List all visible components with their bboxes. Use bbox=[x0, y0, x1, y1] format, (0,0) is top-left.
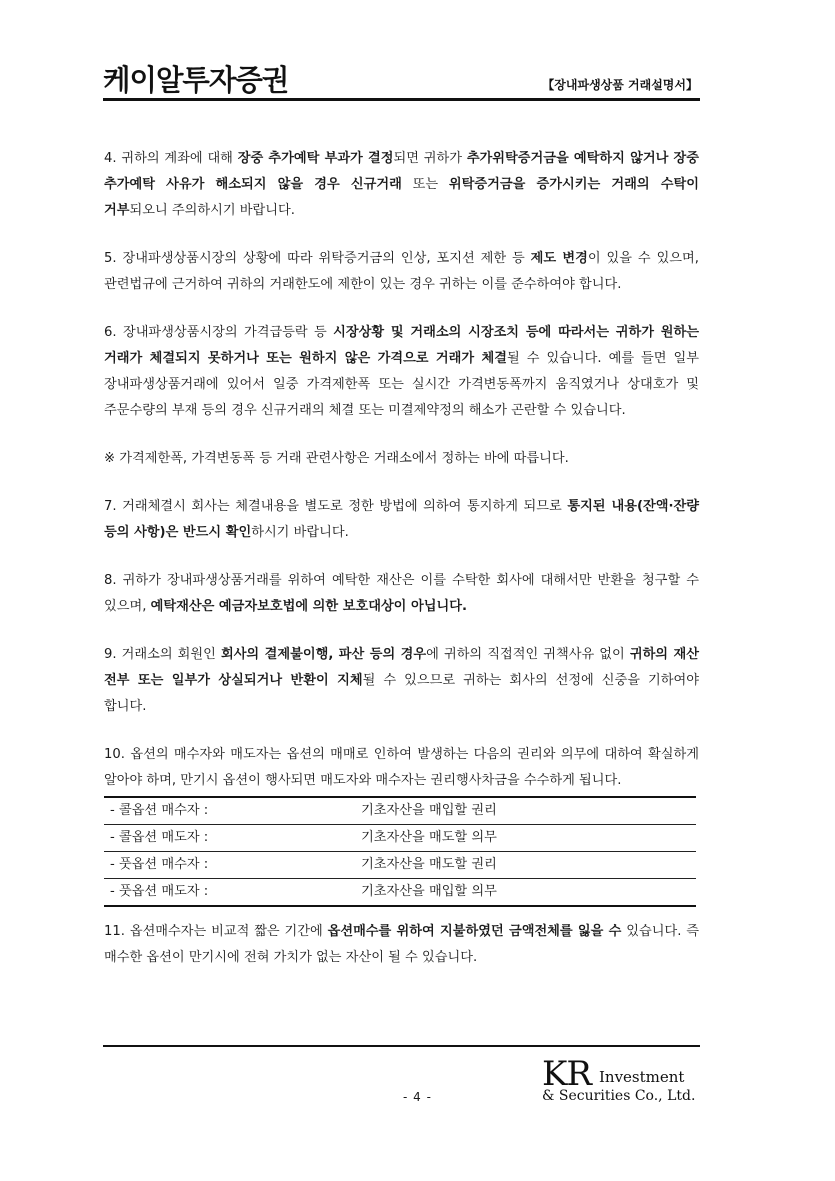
option-right: 기초자산을 매입할 권리 bbox=[361, 797, 696, 825]
table-row bbox=[104, 879, 696, 907]
option-party: - 콜옵션 매수자 : bbox=[104, 797, 361, 825]
option-right: 기초자산을 매입할 의무 bbox=[361, 879, 696, 907]
option-rights-table bbox=[104, 796, 696, 907]
emphasis-text: 시장상황 및 거래소의 시장조치 등에 따라서는 귀하가 원하는 거래가 체결되지 못하거나 또는 원하지 않은 가격으로 거래가 체결 bbox=[104, 325, 699, 366]
emphasis-text: 제도 변경 bbox=[530, 251, 588, 266]
body-text: 에 귀하의 직접적인 귀책사유 없이 bbox=[426, 647, 630, 662]
emphasis-text: 귀하의 재산 전부 또는 일부가 상실되거나 반환이 지체 bbox=[104, 647, 699, 688]
emphasis-text: 장중 추가예탁 부과가 결정 bbox=[237, 151, 394, 166]
logo-kr: KR bbox=[542, 1054, 591, 1094]
body-text: ※ 가격제한폭, 가격변동폭 등 거래 관련사항은 거래소에서 정하는 바에 따릅니다. bbox=[104, 451, 569, 466]
body-text: 7. 거래체결시 회사는 체결내용을 별도로 정한 방법에 의하여 통지하게 되므로 bbox=[104, 499, 568, 514]
paragraph-note bbox=[104, 446, 699, 472]
body-text: 4. 귀하의 계좌에 대해 bbox=[104, 151, 238, 166]
table-row bbox=[104, 797, 696, 825]
body-text: 8. 귀하가 장내파생상품거래를 위하여 예탁한 재산은 이를 수탁한 회사에 대해서만 반환을 청구할 수 있으며, bbox=[104, 573, 699, 614]
paragraph-4 bbox=[104, 146, 699, 224]
paragraph-10 bbox=[104, 742, 699, 794]
option-right: 기초자산을 매도할 의무 bbox=[361, 825, 696, 852]
option-party: - 풋옵션 매도자 : bbox=[104, 879, 361, 907]
paragraph-7 bbox=[104, 494, 699, 546]
body-text: 9. 거래소의 회원인 bbox=[104, 647, 221, 662]
company-brand: 케이알투자증권 bbox=[103, 63, 289, 97]
emphasis-text: 위탁증거금을 증가시키는 거래의 수탁이 거부 bbox=[104, 177, 699, 218]
logo-investment: Investment bbox=[599, 1068, 685, 1086]
body-text: 6. 장내파생상품시장의 가격급등락 등 bbox=[104, 325, 334, 340]
kr-securities-logo bbox=[540, 1054, 698, 1110]
emphasis-text: 예탁재산은 예금자보호법에 의한 보호대상이 아닙니다. bbox=[150, 599, 467, 614]
body-text: 될 수 있으므로 귀하는 회사의 선정에 신중을 기하여야 합니다. bbox=[104, 673, 699, 714]
paragraph-6 bbox=[104, 320, 699, 424]
option-party: - 콜옵션 매도자 : bbox=[104, 825, 361, 852]
body-text: 이 있을 수 있으며, 관련법규에 근거하여 귀하의 거래한도에 제한이 있는 경우 귀하는 이를 준수하여야 합니다. bbox=[104, 251, 699, 292]
body-text: 있습니다. 즉 매수한 옵션이 만기시에 전혀 가치가 없는 자산이 될 수 있습니다. bbox=[104, 924, 699, 965]
emphasis-text: 추가위탁증거금을 예탁하지 않거나 장중 추가예탁 사유가 해소되지 않을 경우 신규거래 bbox=[104, 151, 699, 192]
paragraph-5 bbox=[104, 246, 699, 298]
table-row bbox=[104, 852, 696, 879]
document-body bbox=[104, 146, 699, 971]
document-type-tag: 【장내파생상품 거래설명서】 bbox=[542, 78, 698, 92]
logo-securities: & Securities Co., Ltd. bbox=[542, 1088, 696, 1104]
body-text: 5. 장내파생상품시장의 상황에 따라 위탁증거금의 인상, 포지션 제한 등 bbox=[104, 251, 531, 266]
body-text: 되오니 주의하시기 바랍니다. bbox=[129, 203, 295, 218]
body-text: 되면 귀하가 bbox=[393, 151, 467, 166]
emphasis-text: 옵션매수를 위하여 지불하였던 금액전체를 잃을 수 bbox=[327, 924, 622, 939]
paragraph-8 bbox=[104, 568, 699, 620]
body-text: 10. 옵션의 매수자와 매도자는 옵션의 매매로 인하여 발생하는 다음의 권리와 의무에 대하여 확실하게 알아야 하며, 만기시 옵션이 행사되면 매도자와 매수자는 권리행사차금을 수수하게 됩니다. bbox=[104, 747, 699, 788]
table-row bbox=[104, 825, 696, 852]
page-header bbox=[103, 58, 698, 102]
header-rule bbox=[103, 98, 700, 101]
body-text: 또는 bbox=[401, 177, 449, 192]
paragraph-9 bbox=[104, 642, 699, 720]
emphasis-text: 통지된 내용(잔액·잔량 등의 사항)은 반드시 확인 bbox=[104, 499, 699, 540]
emphasis-text: 회사의 결제불이행, 파산 등의 경우 bbox=[220, 647, 427, 662]
paragraph-11 bbox=[104, 919, 699, 971]
body-text: 하시기 바랍니다. bbox=[251, 525, 349, 540]
page-number: - 4 - bbox=[403, 1090, 432, 1104]
body-text: 11. 옵션매수자는 비교적 짧은 기간에 bbox=[104, 924, 328, 939]
option-right: 기초자산을 매도할 권리 bbox=[361, 852, 696, 879]
footer-rule bbox=[103, 1045, 700, 1047]
option-party: - 풋옵션 매수자 : bbox=[104, 852, 361, 879]
body-text: 될 수 있습니다. 예를 들면 일부 장내파생상품거래에 있어서 일중 가격제한폭 또는 실시간 가격변동폭까지 움직였거나 상대호가 및 주문수량의 부재 등의 경우 신규거래의 체결 또는 미결제약정의 해소가 곤란할 수 있습니다. bbox=[104, 351, 699, 418]
